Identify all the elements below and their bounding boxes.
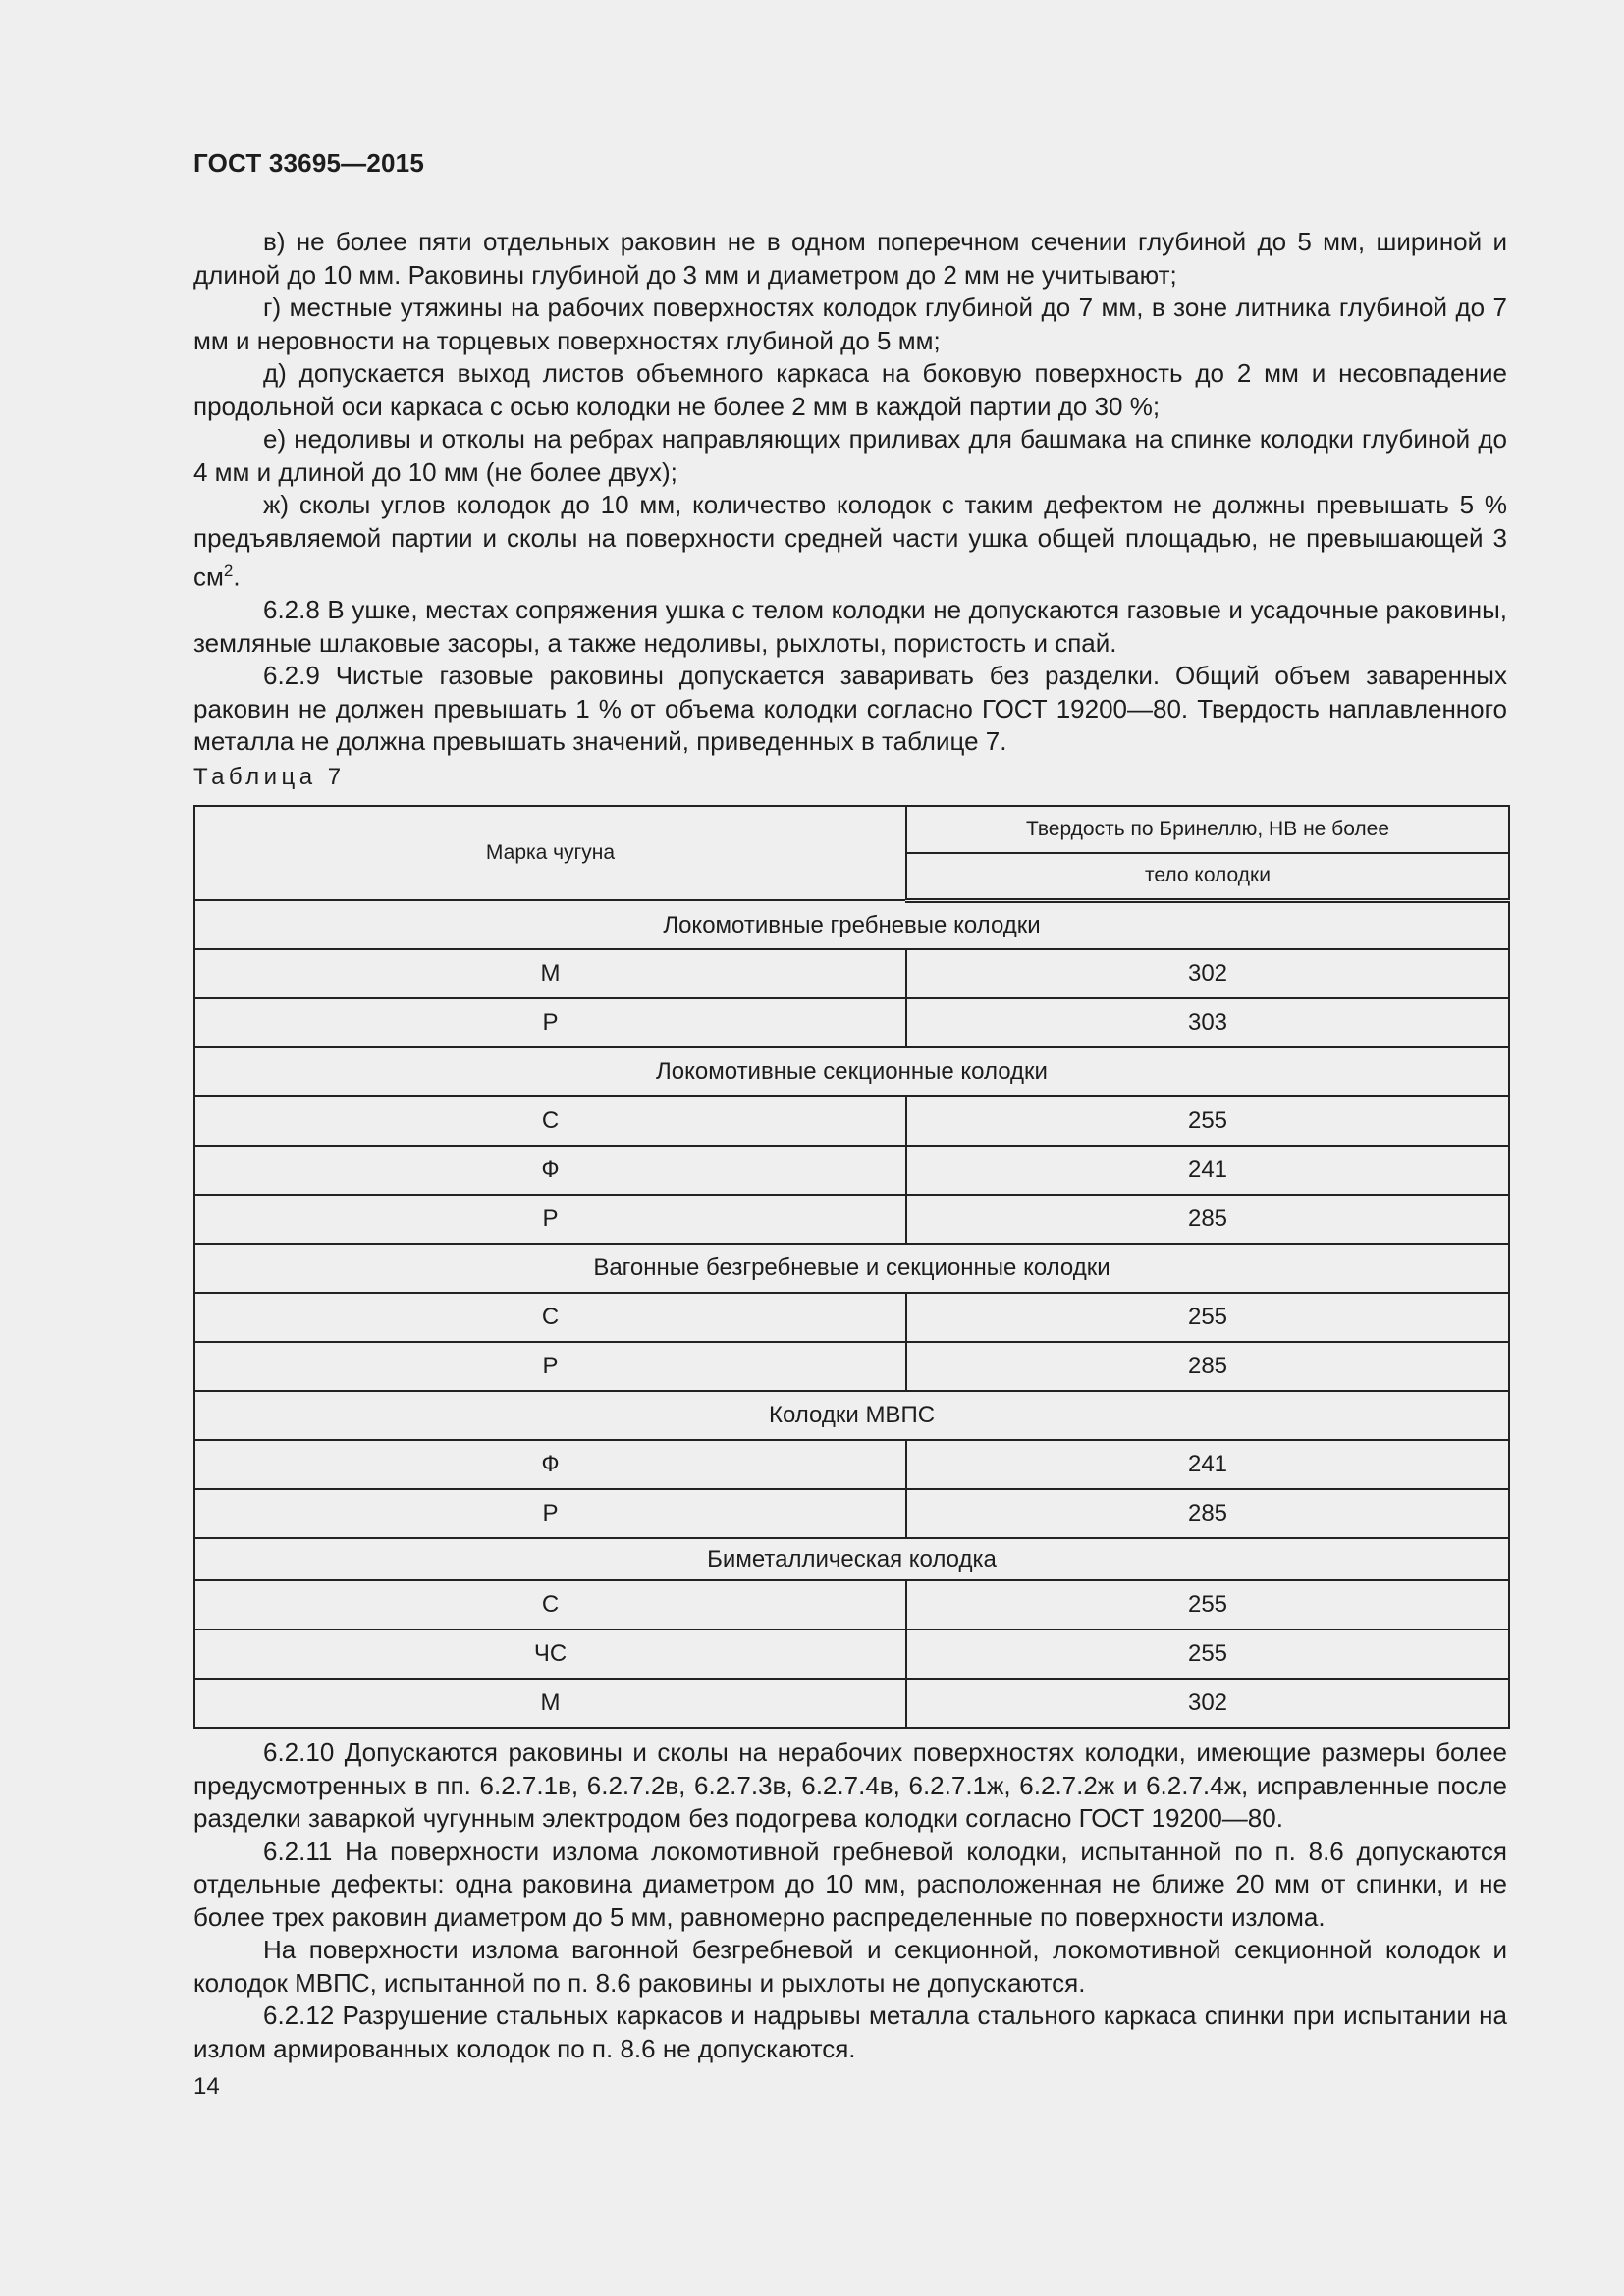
- item-zh-end: .: [233, 561, 241, 592]
- clause-6-2-11: 6.2.11 На поверхности излома локомотивной гребневой колодки, испытанной по п. 8.6 допускаются отдельные дефекты: одна раковина диаметром до 10 мм, расположенная не ближе 20 мм от спинки, и не более трех раковин диаметром до 5 мм, равномерно распределенные по поверхности излома.: [193, 1836, 1507, 1932]
- hardness-cell: 241: [906, 1146, 1509, 1195]
- grade-cell: С: [194, 1580, 906, 1629]
- table-header-row: [194, 806, 1509, 853]
- top-text-block: [193, 226, 1507, 759]
- header-grade: Марка чугуна: [194, 806, 906, 900]
- table-group-row: [194, 1047, 1509, 1096]
- hardness-cell: 241: [906, 1440, 1509, 1489]
- hardness-cell: 303: [906, 998, 1509, 1047]
- clause-6-2-10: 6.2.10 Допускаются раковины и сколы на нерабочих поверхностях колодки, имеющие размеры более предусмотренных в пп. 6.2.7.1в, 6.2.7.2в, 6.2.7.3в, 6.2.7.4в, 6.2.7.1ж, 6.2.7.2ж и 6.2.7.4ж, исправленные после разделки заваркой чугунным электродом без подогрева колодки согласно ГОСТ 19200—80.: [193, 1737, 1507, 1833]
- grade-cell: М: [194, 949, 906, 998]
- table-body: [194, 806, 1509, 1728]
- table-group-row: [194, 900, 1509, 949]
- group-title: Биметаллическая колодка: [194, 1538, 1509, 1580]
- hardness-cell: 255: [906, 1293, 1509, 1342]
- grade-cell: Р: [194, 1342, 906, 1391]
- item-zh-superscript: 2: [223, 561, 234, 580]
- table-caption: Таблица 7: [193, 764, 346, 790]
- header-body-subheading: тело колодки: [906, 853, 1509, 900]
- grade-cell: Р: [194, 998, 906, 1047]
- grade-cell: С: [194, 1096, 906, 1146]
- table-row: [194, 998, 1509, 1047]
- grade-cell: Ф: [194, 1146, 906, 1195]
- document-header: ГОСТ 33695—2015: [193, 148, 424, 178]
- table-row: [194, 1342, 1509, 1391]
- table-group-row: [194, 1244, 1509, 1293]
- table-row: [194, 1146, 1509, 1195]
- item-d-paragraph: д) допускается выход листов объемного каркаса на боковую поверхность до 2 мм и несовпадение продольной оси каркаса с осью колодки не более 2 мм в каждой партии до 30 %;: [193, 358, 1507, 421]
- hardness-cell: 302: [906, 1679, 1509, 1728]
- table-row: [194, 1440, 1509, 1489]
- clause-6-2-12: 6.2.12 Разрушение стальных каркасов и надрывы металла стального каркаса спинки при испытании на излом армированных колодок по п. 8.6 не допускаются.: [193, 2001, 1507, 2063]
- hardness-cell: 255: [906, 1096, 1509, 1146]
- hardness-cell: 285: [906, 1195, 1509, 1244]
- hardness-cell: 302: [906, 949, 1509, 998]
- group-title: Локомотивные секционные колодки: [194, 1047, 1509, 1096]
- bottom-text-block: [193, 1736, 1507, 2065]
- table-row: [194, 1096, 1509, 1146]
- clause-6-2-8: 6.2.8 В ушке, местах сопряжения ушка с телом колодки не допускаются газовые и усадочные раковины, земляные шлаковые засоры, а также недоливы, рыхлоты, пористость и спай.: [193, 595, 1507, 658]
- table-group-row: [194, 1391, 1509, 1440]
- item-zh-text: ж) сколы углов колодок до 10 мм, количество колодок с таким дефектом не должны превышать 5 % предъявляемой партии и сколы на поверхности средней части ушка общей площадью, не превышающей 3 см: [193, 490, 1507, 592]
- item-e-paragraph: е) недоливы и отколы на ребрах направляющих приливах для башмака на спинке колодки глубиной до 4 мм и длиной до 10 мм (не более двух);: [193, 424, 1507, 487]
- table-row: [194, 1293, 1509, 1342]
- grade-cell: С: [194, 1293, 906, 1342]
- header-hardness: Твердость по Бринеллю, НВ не более: [906, 806, 1509, 853]
- table-row: [194, 1580, 1509, 1629]
- group-title: Вагонные безгребневые и секционные колодки: [194, 1244, 1509, 1293]
- clause-6-2-9: 6.2.9 Чистые газовые раковины допускается заваривать без разделки. Общий объем заваренных раковин не должен превышать 1 % от объема колодки согласно ГОСТ 19200—80. Твердость наплавленного металла не должна превышать значений, приведенных в таблице 7.: [193, 661, 1507, 757]
- grade-cell: Р: [194, 1195, 906, 1244]
- item-v-paragraph: в) не более пяти отдельных раковин не в одном поперечном сечении глубиной до 5 мм, шириной и длиной до 10 мм. Раковины глубиной до 3 мм и диаметром до 2 мм не учитывают;: [193, 227, 1507, 290]
- hardness-cell: 285: [906, 1489, 1509, 1538]
- hardness-cell: 255: [906, 1580, 1509, 1629]
- grade-cell: М: [194, 1679, 906, 1728]
- hardness-cell: 285: [906, 1342, 1509, 1391]
- hardness-table: [193, 805, 1510, 1729]
- grade-cell: ЧС: [194, 1629, 906, 1679]
- table-row: [194, 949, 1509, 998]
- clause-6-2-11-continuation: На поверхности излома вагонной безгребневой и секционной, локомотивной секционной колодок и колодок МВПС, испытанной по п. 8.6 раковины и рыхлоты не допускаются.: [193, 1935, 1507, 1998]
- table-row: [194, 1489, 1509, 1538]
- group-title: Локомотивные гребневые колодки: [194, 900, 1509, 949]
- table-row: [194, 1679, 1509, 1728]
- grade-cell: Р: [194, 1489, 906, 1538]
- table-group-row: [194, 1538, 1509, 1580]
- group-title: Колодки МВПС: [194, 1391, 1509, 1440]
- grade-cell: Ф: [194, 1440, 906, 1489]
- table-row: [194, 1195, 1509, 1244]
- item-g-paragraph: г) местные утяжины на рабочих поверхностях колодок глубиной до 7 мм, в зоне литника глубиной до 7 мм и неровности на торцевых поверхностях глубиной до 5 мм;: [193, 293, 1507, 355]
- table-row: [194, 1629, 1509, 1679]
- hardness-cell: 255: [906, 1629, 1509, 1679]
- item-zh-paragraph: [193, 489, 1507, 594]
- page-number: 14: [193, 2073, 220, 2100]
